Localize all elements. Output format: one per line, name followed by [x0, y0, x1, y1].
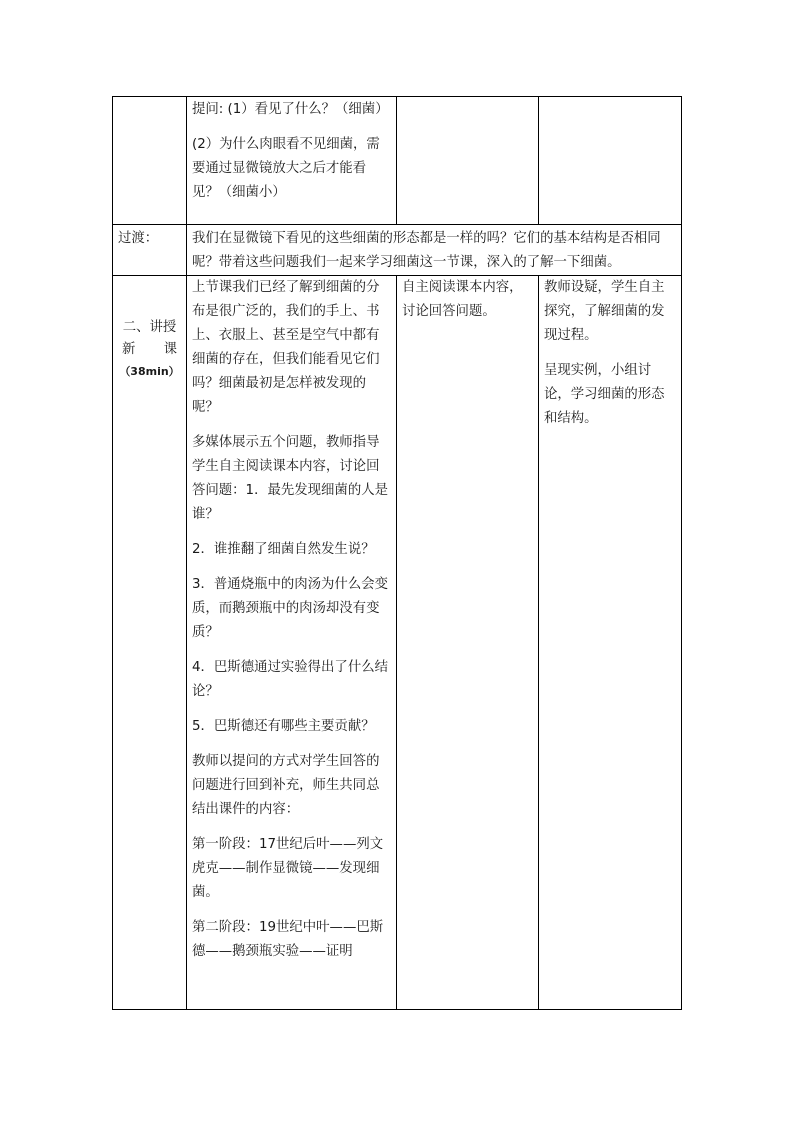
- teacher-paragraph: 5．巴斯德还有哪些主要贡献？: [192, 719, 375, 734]
- teacher-paragraph: 4．巴斯德通过实验得出了什么结论？: [192, 660, 388, 699]
- student-activity-cell-new-lesson: [397, 276, 539, 1010]
- transition-text: 我们在显微镜下看见的这些细菌的形态都是一样的吗？它们的基本结构是否相同呢？带着这些问题我们一起来学习细菌这一节课，深入的了解一下细菌。: [187, 225, 682, 276]
- table-row-new-lesson: [113, 276, 682, 1010]
- table-row-question: [113, 97, 682, 225]
- teacher-activity-cell-new-lesson: [187, 276, 397, 1010]
- design-intent-paragraph: 教师设疑，学生自主探究，了解细菌的发现过程。: [544, 280, 665, 343]
- teacher-paragraph: 3．普通烧瓶中的肉汤为什么会变质，而鹅颈瓶中的肉汤却没有变质？: [192, 577, 388, 640]
- teacher-paragraph: 2．谁推翻了细菌自然发生说？: [192, 542, 375, 557]
- new-lesson-duration: （38min）: [119, 365, 180, 378]
- teacher-paragraph: 第一阶段：17世纪后叶——列文虎克——制作显微镜——发现细菌。: [192, 837, 384, 900]
- transition-label: 过渡：: [113, 225, 187, 276]
- design-intent-cell-new-lesson: [539, 276, 682, 1010]
- new-lesson-label: [118, 317, 181, 383]
- teacher-paragraph: 教师以提问的方式对学生回答的问题进行回到补充，师生共同总结出课件的内容：: [192, 754, 380, 817]
- table-row-transition: [113, 225, 682, 276]
- teacher-paragraph: 第二阶段：19世纪中叶——巴斯德——鹅颈瓶实验——证明: [192, 920, 384, 959]
- teacher-activity-cell: [187, 97, 397, 225]
- lesson-plan-table: [112, 96, 682, 1010]
- design-intent-cell-empty: [539, 97, 682, 225]
- teacher-paragraph: 上节课我们已经了解到细菌的分布是很广泛的，我们的手上、书上、衣服上、甚至是空气中都有细菌的存在，但我们能看见它们吗？细菌最初是怎样被发现的呢？: [192, 280, 380, 415]
- student-activity-text: 自主阅读课本内容，讨论回答问题。: [402, 280, 523, 319]
- design-intent-paragraph: 呈现实例，小组讨论，学习细菌的形态和结构。: [544, 363, 665, 426]
- teacher-paragraph: 多媒体展示五个问题，教师指导学生自主阅读课本内容，讨论回答问题：1．最先发现细菌的人是谁？: [192, 435, 388, 522]
- question-1-text: 提问: (1）看见了什么？（细菌）: [192, 102, 389, 117]
- stage-cell-empty: [113, 97, 187, 225]
- stage-cell-new-lesson: [113, 276, 187, 1010]
- question-2-text: (2）为什么肉眼看不见细菌，需要通过显微镜放大之后才能看见？（细菌小）: [192, 137, 380, 200]
- student-activity-cell-empty: [397, 97, 539, 225]
- new-lesson-label-line1: 二、讲授: [122, 320, 177, 335]
- new-lesson-label-line2: 新 课: [122, 342, 177, 357]
